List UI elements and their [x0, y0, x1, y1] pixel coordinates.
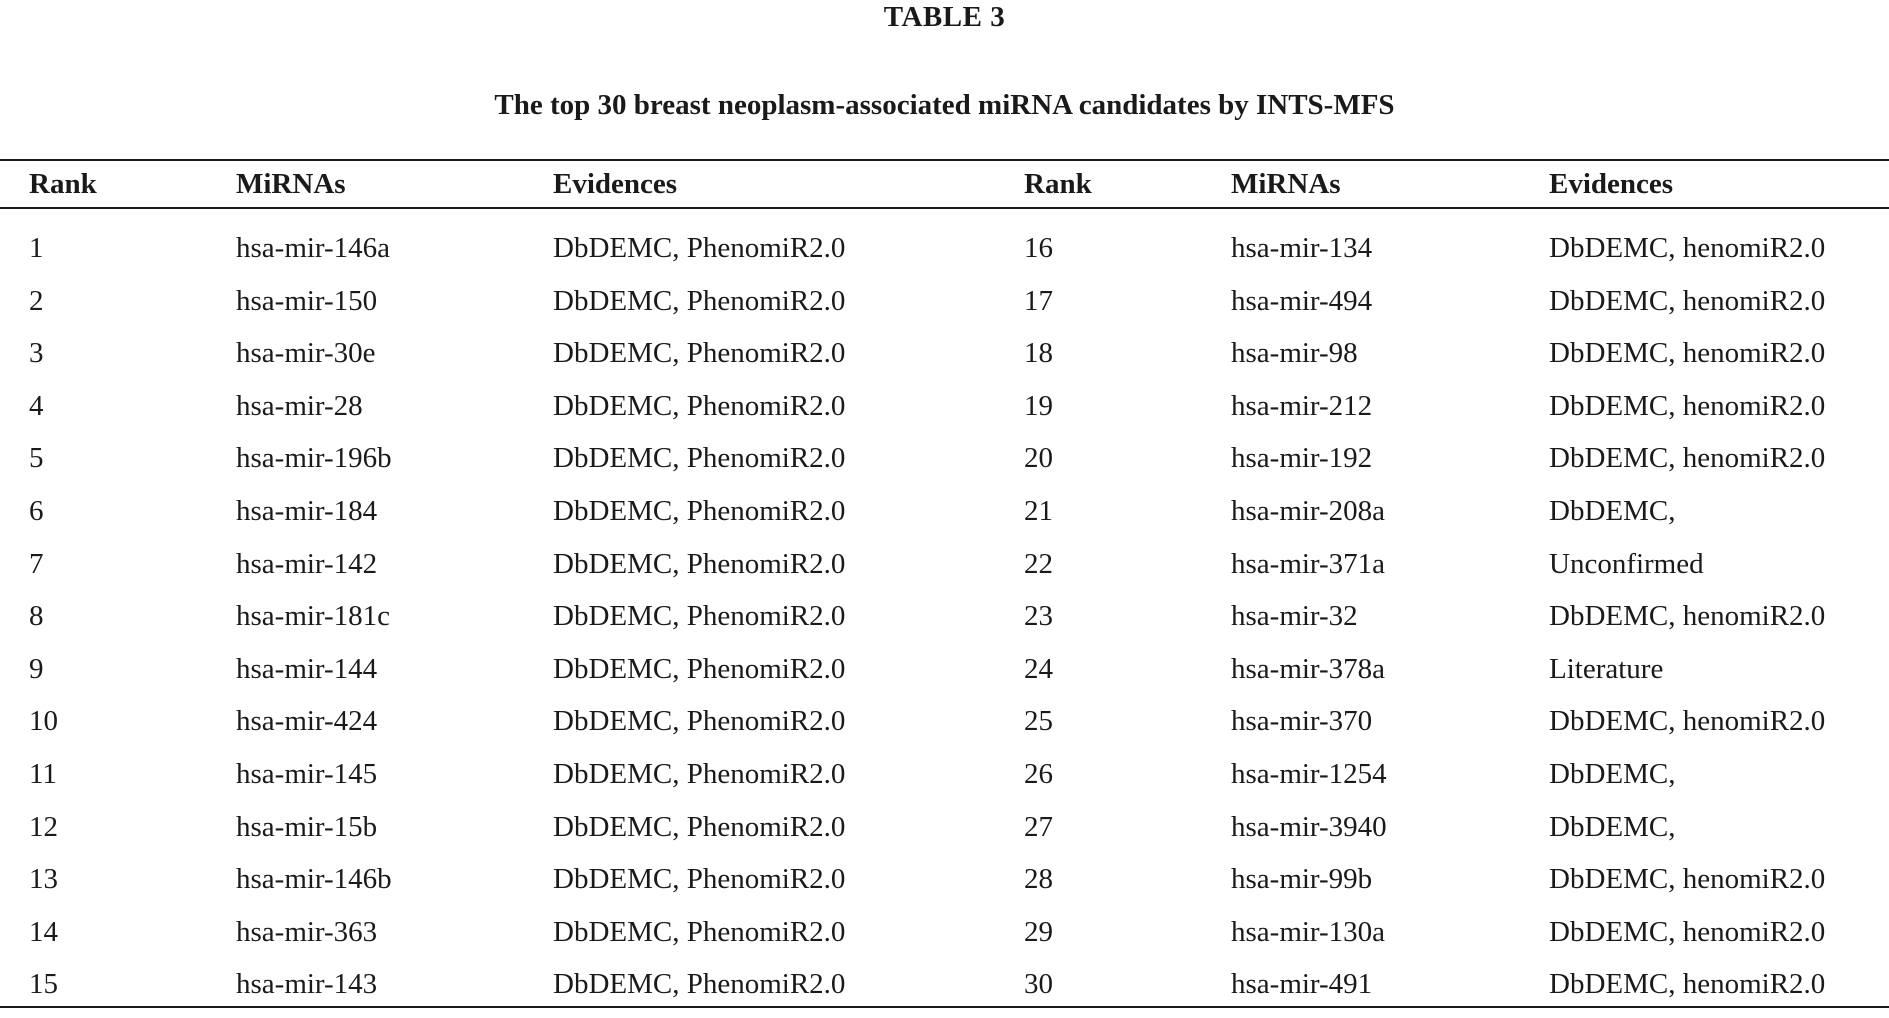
table-row: [0, 702, 1889, 755]
rank-cell: 26: [1024, 757, 1053, 790]
evidence-cell: DbDEMC, PhenomiR2.0: [553, 547, 846, 580]
evidence-cell: DbDEMC, henomiR2.0: [1549, 232, 1826, 264]
bottom-rule: [0, 1006, 1889, 1008]
mirna-cell: hsa-mir-98: [1231, 337, 1358, 370]
mirna-cell: hsa-mir-494: [1231, 284, 1373, 317]
table-row: [0, 913, 1889, 966]
rank-cell: 30: [1024, 968, 1053, 1001]
mirna-cell: hsa-mir-146a: [236, 232, 391, 264]
header-mirnas-left: MiRNAs: [236, 168, 346, 200]
evidence-cell: DbDEMC, henomiR2.0: [1549, 337, 1826, 370]
mirna-cell: hsa-mir-142: [236, 547, 378, 580]
rank-cell: 2: [29, 284, 44, 317]
evidence-cell: DbDEMC, henomiR2.0: [1549, 284, 1826, 317]
mirna-cell: hsa-mir-134: [1231, 232, 1373, 264]
mirna-cell: hsa-mir-99b: [1231, 863, 1373, 896]
rank-cell: 17: [1024, 284, 1053, 317]
evidence-cell: DbDEMC, henomiR2.0: [1549, 705, 1826, 738]
evidence-cell: Literature: [1549, 652, 1664, 685]
mirna-cell: hsa-mir-371a: [1231, 547, 1386, 580]
mirna-cell: hsa-mir-130a: [1231, 915, 1386, 948]
rank-cell: 27: [1024, 810, 1053, 843]
evidence-cell: DbDEMC, PhenomiR2.0: [553, 968, 846, 1001]
evidence-cell: DbDEMC, PhenomiR2.0: [553, 810, 846, 843]
rank-cell: 28: [1024, 863, 1053, 896]
mirna-cell: hsa-mir-30e: [236, 337, 376, 370]
rank-cell: 12: [29, 810, 58, 843]
header-rule: [0, 207, 1889, 209]
mirna-cell: hsa-mir-491: [1231, 968, 1373, 1001]
evidence-cell: DbDEMC, henomiR2.0: [1549, 600, 1826, 633]
evidence-cell: DbDEMC, henomiR2.0: [1549, 389, 1826, 422]
table-row: [0, 808, 1889, 861]
mirna-cell: hsa-mir-28: [236, 389, 363, 422]
rank-cell: 19: [1024, 389, 1053, 422]
evidence-cell: DbDEMC, henomiR2.0: [1549, 968, 1826, 1001]
mirna-cell: hsa-mir-192: [1231, 442, 1373, 475]
evidence-cell: DbDEMC, PhenomiR2.0: [553, 389, 846, 422]
mirna-cell: hsa-mir-370: [1231, 705, 1373, 738]
evidence-cell: DbDEMC, henomiR2.0: [1549, 442, 1826, 475]
mirna-cell: hsa-mir-184: [236, 494, 378, 527]
rank-cell: 9: [29, 652, 44, 685]
table-label: TABLE 3: [883, 1, 1006, 33]
table-row: [0, 860, 1889, 913]
mirna-cell: hsa-mir-208a: [1231, 494, 1386, 527]
rank-cell: 3: [29, 337, 44, 370]
rank-cell: 13: [29, 863, 58, 896]
rank-cell: 20: [1024, 442, 1053, 475]
mirna-cell: hsa-mir-181c: [236, 600, 391, 633]
table-row: [0, 387, 1889, 440]
rank-cell: 15: [29, 968, 58, 1001]
table-row: [0, 334, 1889, 387]
evidence-cell: DbDEMC, PhenomiR2.0: [553, 600, 846, 633]
mirna-cell: hsa-mir-15b: [236, 810, 378, 843]
rank-cell: 25: [1024, 705, 1053, 738]
evidence-cell: DbDEMC,: [1549, 494, 1676, 527]
top-rule: [0, 159, 1889, 161]
rank-cell: 8: [29, 600, 44, 633]
rank-cell: 1: [29, 232, 44, 264]
table-caption: The top 30 breast neoplasm-associated miRNA candidates by INTS-MFS: [494, 89, 1395, 121]
evidence-cell: DbDEMC, PhenomiR2.0: [553, 494, 846, 527]
mirna-cell: hsa-mir-146b: [236, 863, 392, 896]
rank-cell: 10: [29, 705, 58, 738]
header-rank-left: Rank: [29, 168, 97, 200]
rank-cell: 11: [29, 757, 57, 790]
evidence-cell: DbDEMC,: [1549, 810, 1676, 843]
table-body: [0, 229, 1889, 1018]
table-row: [0, 229, 1889, 282]
mirna-cell: hsa-mir-144: [236, 652, 378, 685]
mirna-cell: hsa-mir-363: [236, 915, 378, 948]
rank-cell: 21: [1024, 494, 1053, 527]
evidence-cell: Unconfirmed: [1549, 547, 1704, 580]
evidence-cell: DbDEMC, PhenomiR2.0: [553, 757, 846, 790]
evidence-cell: DbDEMC, PhenomiR2.0: [553, 232, 846, 264]
rank-cell: 7: [29, 547, 44, 580]
mirna-cell: hsa-mir-145: [236, 757, 378, 790]
table-row: [0, 755, 1889, 808]
table-row: [0, 597, 1889, 650]
mirna-cell: hsa-mir-143: [236, 968, 378, 1001]
mirna-cell: hsa-mir-3940: [1231, 810, 1387, 843]
header-evidences-left: Evidences: [553, 168, 678, 200]
rank-cell: 18: [1024, 337, 1053, 370]
mirna-cell: hsa-mir-150: [236, 284, 378, 317]
table-header-row: [0, 165, 1889, 203]
rank-cell: 24: [1024, 652, 1053, 685]
table-row: [0, 282, 1889, 335]
mirna-cell: hsa-mir-32: [1231, 600, 1358, 633]
evidence-cell: DbDEMC, PhenomiR2.0: [553, 652, 846, 685]
evidence-cell: DbDEMC, PhenomiR2.0: [553, 284, 846, 317]
header-rank-right: Rank: [1024, 168, 1092, 200]
rank-cell: 29: [1024, 915, 1053, 948]
mirna-cell: hsa-mir-378a: [1231, 652, 1386, 685]
rank-cell: 5: [29, 442, 44, 475]
evidence-cell: DbDEMC, PhenomiR2.0: [553, 705, 846, 738]
header-evidences-right: Evidences: [1549, 168, 1674, 200]
table-row: [0, 439, 1889, 492]
rank-cell: 22: [1024, 547, 1053, 580]
mirna-cell: hsa-mir-196b: [236, 442, 392, 475]
rank-cell: 4: [29, 389, 44, 422]
rank-cell: 6: [29, 494, 44, 527]
rank-cell: 14: [29, 915, 58, 948]
evidence-cell: DbDEMC, PhenomiR2.0: [553, 915, 846, 948]
mirna-cell: hsa-mir-424: [236, 705, 378, 738]
rank-cell: 16: [1024, 232, 1053, 264]
evidence-cell: DbDEMC, PhenomiR2.0: [553, 863, 846, 896]
evidence-cell: DbDEMC,: [1549, 757, 1676, 790]
table-row: [0, 545, 1889, 598]
header-mirnas-right: MiRNAs: [1231, 168, 1341, 200]
mirna-cell: hsa-mir-212: [1231, 389, 1373, 422]
evidence-cell: DbDEMC, henomiR2.0: [1549, 863, 1826, 896]
evidence-cell: DbDEMC, henomiR2.0: [1549, 915, 1826, 948]
table-row: [0, 965, 1889, 1018]
mirna-cell: hsa-mir-1254: [1231, 757, 1387, 790]
table-row: [0, 492, 1889, 545]
table-row: [0, 650, 1889, 703]
rank-cell: 23: [1024, 600, 1053, 633]
evidence-cell: DbDEMC, PhenomiR2.0: [553, 337, 846, 370]
evidence-cell: DbDEMC, PhenomiR2.0: [553, 442, 846, 475]
